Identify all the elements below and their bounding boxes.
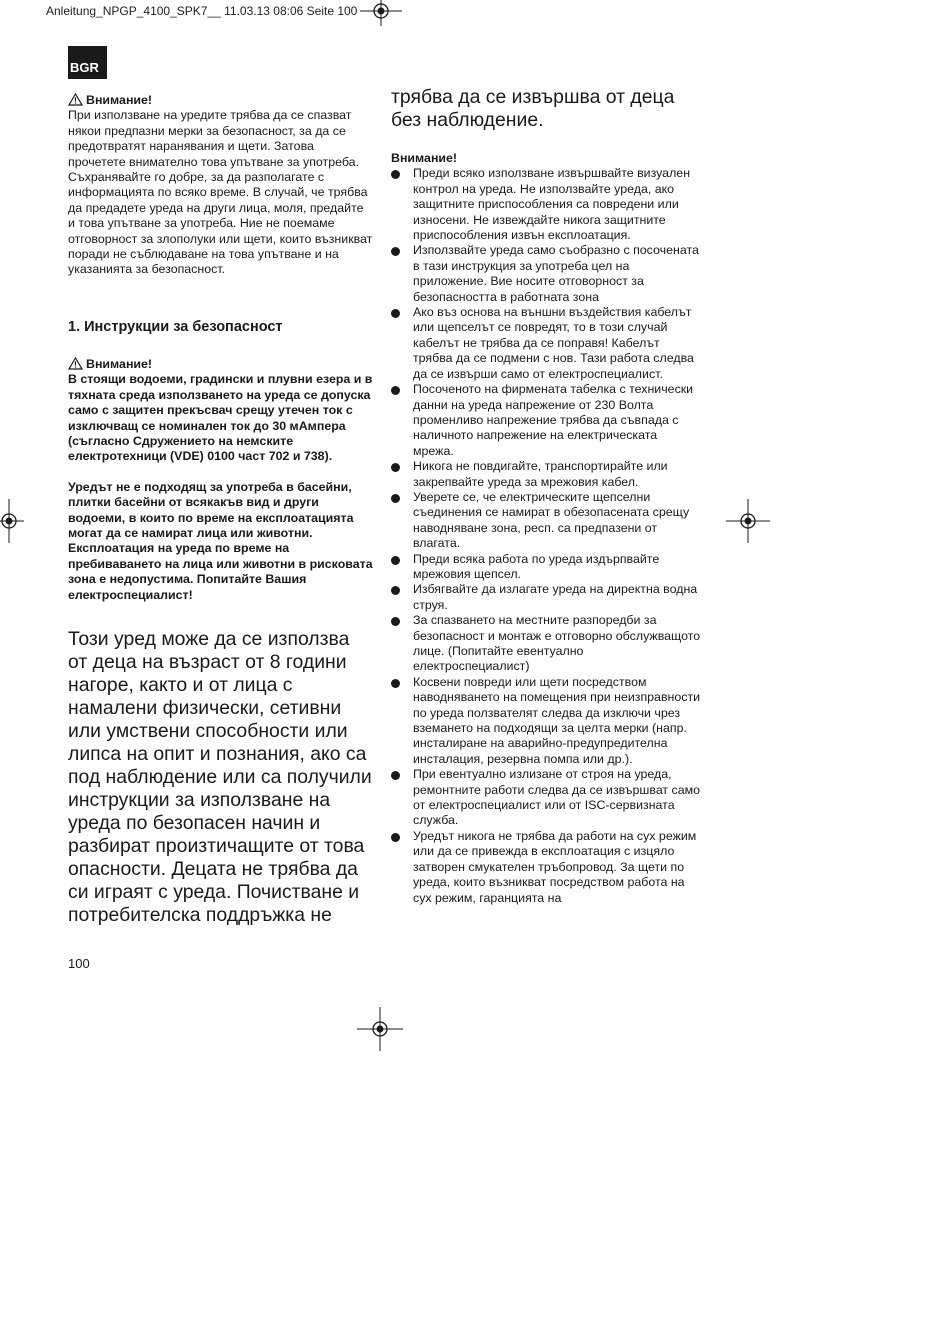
bullet-icon (391, 247, 400, 256)
list-item (391, 767, 701, 829)
print-slug: Anleitung_NPGP_4100_SPK7__ 11.03.13 08:06 Seite 100 (46, 4, 358, 18)
list-item (391, 166, 701, 243)
registration-mark-icon (357, 1007, 403, 1051)
list-item-text: Използвайте уреда само съобразно с посочената в тази инструкция за употреба цел на приложение. Вие носите отговорност за безопасността в работната зона (413, 243, 699, 304)
list-item-text: Ако въз основа на външни въздействия кабелът или щепселът се повредят, то в този случай кабелът не трябва да се поправя! Кабелът трябва да се подмени с нов. Тази работа следва да се извърши само от електроспециалист. (413, 305, 694, 381)
list-item (391, 382, 701, 459)
list-item (391, 490, 701, 552)
bullet-icon (391, 463, 400, 472)
list-item (391, 552, 701, 583)
language-badge (68, 46, 107, 79)
list-item (391, 582, 701, 613)
list-item-text: Избягвайте да излагате уреда на директна водна струя. (413, 582, 698, 612)
registration-mark-icon (0, 499, 24, 543)
bullet-icon (391, 617, 400, 626)
list-item (391, 243, 701, 305)
list-item (391, 459, 701, 490)
children-notice-continued: трябва да се извършва от деца без наблюдение. (391, 86, 675, 131)
right-column (391, 86, 701, 906)
bullet-icon (391, 494, 400, 503)
list-item (391, 675, 701, 767)
warning-triangle-icon (68, 93, 83, 106)
list-item (391, 613, 701, 675)
warning-title: Внимание! (391, 151, 458, 165)
language-badge-label: BGR (70, 60, 99, 75)
list-item-text: Уредът никога не трябва да работи на сух режим или да се привежда в експлоатация с изцяло затворен смукателен тръбопровод. За щети по уреда, които възникват посредством работа на сух режим, гаранцията на (413, 828, 697, 905)
children-notice-text: Този уред може да се използва от деца на възраст от 8 години нагоре, както и от лица с намалени физически, сетивни или умствени способности или липса на опит и познания, ако са под наблюдение или са получили инструкции за използване на уреда по безопасен начин и разбират произтичащите от това опасности. Децата не трябва да си играят с уреда. Почистване и потребителска поддръжка не (68, 627, 372, 926)
list-item-text: Преди всяка работа по уреда издърпвайте мрежовия щепсел. (413, 551, 660, 581)
registration-mark-icon (360, 0, 402, 26)
bullet-icon (391, 386, 400, 395)
list-item-text: Косвени повреди или щети посредством наводняването на помещения при неизправности по уреда ползвателят следва да изключи чрез вземането на подходящи за целта мерки (напр. инсталиране на аварийно-предупредителна инсталация, резервна помпа или др.). (413, 674, 701, 766)
page-number: 100 (68, 956, 90, 971)
list-item-text: Никога не повдигайте, транспортирайте или закрепвайте уреда за мрежовия кабел. (413, 459, 668, 489)
list-item-text: За спазването на местните разпоредби за безопасност и монтаж е отговорно обслужващото лице. (Попитайте евентуално електроспециалист) (413, 613, 701, 674)
list-item (391, 305, 701, 382)
rcd-warning-paragraph: В стоящи водоеми, градински и плувни езера и в тяхната среда използването на уреда се допуска само с защитен прекъсвач срещу утечен ток с изключващ се номинален ток до 30 мАмпера (съгласно Сдружението на немските електротехници (VDE) 0100 част 702 и 738). (68, 372, 373, 464)
warning-title: Внимание! (86, 93, 153, 107)
bullet-icon (391, 771, 400, 780)
bullet-icon (391, 309, 400, 318)
list-item-text: Уверете се, че електрическите щепселни съединения се намират в обезопасената срещу наводняване зона, респ. са предпазени от влагата. (413, 489, 690, 551)
safety-bullet-list (391, 166, 701, 906)
warning-title: Внимание! (86, 356, 153, 371)
bullet-icon (391, 170, 400, 179)
list-item-text: При евентуално излизане от строя на уреда, ремонтните работи следва да се извършват само от електроспециалист или от ISC-сервизната служба. (413, 767, 701, 828)
bullet-icon (391, 679, 400, 688)
pool-warning-paragraph: Уредът не е подходящ за употреба в басейни, плитки басейни от всякакъв вид и други водоеми, в които по време на експлоатацията могат да се намират лица или животни. Експлоатация на уреда по време на пребиваването на лица или животни в рисковата зона е недопустима. Попитайте Вашия електроспециалист! (68, 479, 373, 602)
bullet-icon (391, 833, 400, 842)
warning-heading (68, 357, 373, 372)
bullet-icon (391, 586, 400, 595)
warning-triangle-icon (68, 357, 83, 370)
list-item (391, 829, 701, 906)
registration-mark-icon (726, 499, 770, 543)
warning-heading (68, 93, 373, 108)
intro-paragraph: При използване на уредите трябва да се спазват някои предпазни мерки за безопасност, за да се предотвратят наранявания и щети. Затова прочетете внимателно това упътване за употреба. Съхранявайте го добре, за да разполагате с информацията по всяко време. В случай, че трябва да предадете уреда на други лица, моля, предайте и това упътване за употреба. Ние не поемаме отговорност за злополуки или щети, които възникват поради не съблюдаване на това упътване и на указанията за безопасност. (68, 108, 373, 277)
section-heading: 1. Инструкции за безопасност (68, 318, 283, 335)
left-column (68, 93, 373, 927)
list-item-text: Посоченото на фирмената табелка с технически данни на уреда напрежение от 230 Волта променливо напрежение трябва да съвпада с наличното напрежение на електрическата мрежа. (413, 382, 694, 458)
list-item-text: Преди всяко използване извършвайте визуален контрол на уреда. Не използвайте уреда, ако защитните приспособления са повредени или износени. Не извеждайте никога защитните приспособления извън експлоатация. (413, 166, 691, 243)
bullet-icon (391, 556, 400, 565)
